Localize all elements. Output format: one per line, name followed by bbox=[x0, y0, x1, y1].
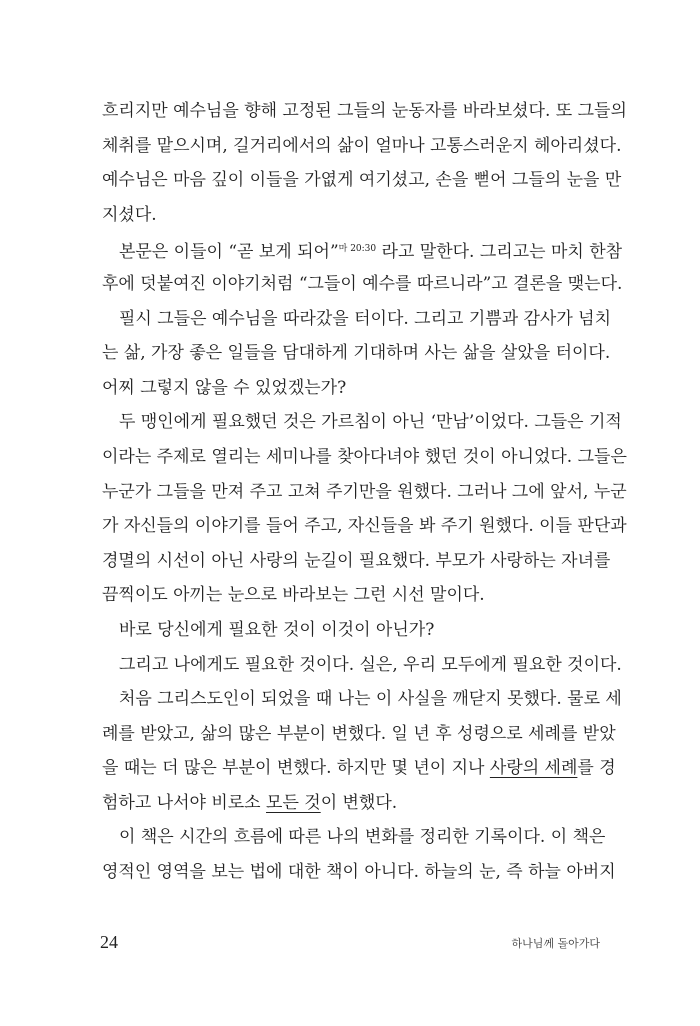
text-line: 경멸의 시선이 아닌 사랑의 눈길이 필요했다. 부모가 사랑하는 자녀를 bbox=[102, 550, 611, 571]
text-span: 을 때는 더 많은 부분이 변했다. 하지만 몇 년이 지나 bbox=[102, 758, 490, 779]
text-line: 어찌 그렇지 않을 수 있었겠는가? bbox=[102, 377, 347, 398]
text-line: 처음 그리스도인이 되었을 때 나는 이 사실을 깨닫지 못했다. 물로 세 bbox=[119, 689, 622, 710]
text-line: 후에 덧붙여진 이야기처럼 “그들이 예수를 따르니라”고 결론을 맺는다. bbox=[102, 273, 623, 294]
text-line: 례를 받았고, 삶의 많은 부분이 변했다. 일 년 후 성령으로 세례를 받았 bbox=[102, 723, 616, 744]
text-span: 이 변했다. bbox=[320, 792, 398, 813]
text-line bbox=[102, 232, 623, 267]
scripture-reference: 마 20:30 bbox=[338, 244, 377, 255]
text-line: 이라는 주제로 열리는 세미나를 찾아다녀야 했던 것이 아니었다. 그들은 bbox=[102, 446, 627, 467]
text-line: 체취를 맡으시며, 길거리에서의 삶이 얼마나 고통스러운지 헤아리셨다. bbox=[102, 135, 622, 156]
text-line: 두 맹인에게 필요했던 것은 가르침이 아닌 ‘만남’이었다. 그들은 기적 bbox=[119, 412, 622, 433]
text-line: 누군가 그들을 만져 주고 고쳐 주기만을 원했다. 그러나 그에 앞서, 누군 bbox=[102, 481, 627, 502]
body-text bbox=[102, 94, 627, 890]
text-line: 는 삶, 가장 좋은 일들을 담대하게 기대하며 사는 삶을 살았을 터이다. bbox=[102, 343, 611, 364]
underlined-phrase: 모든 것 bbox=[266, 792, 321, 813]
text-line: 이 책은 시간의 흐름에 따른 나의 변화를 정리한 기록이다. 이 책은 bbox=[119, 827, 606, 848]
text-span: 라고 말한다. 그리고는 마치 한참 bbox=[376, 242, 623, 263]
running-title: 하나님께 돌아가다 bbox=[511, 937, 600, 950]
underlined-phrase: 사랑의 세례 bbox=[489, 758, 578, 779]
text-line: 지셨다. bbox=[102, 204, 157, 225]
text-span: 본문은 이들이 “곧 보게 되어” bbox=[119, 242, 339, 263]
text-line: 영적인 영역을 보는 법에 대한 책이 아니다. 하늘의 눈, 즉 하늘 아버지 bbox=[102, 862, 616, 883]
text-line bbox=[102, 786, 586, 821]
text-line: 예수님은 마음 깊이 이들을 가엾게 여기셨고, 손을 뻗어 그들의 눈을 만 bbox=[102, 170, 622, 191]
page-number: 24 bbox=[100, 932, 118, 952]
text-line: 필시 그들은 예수님을 따라갔을 터이다. 그리고 기쁨과 감사가 넘치 bbox=[119, 308, 612, 329]
text-line bbox=[102, 751, 616, 786]
text-line: 끔찍이도 아끼는 눈으로 바라보는 그런 시선 말이다. bbox=[102, 585, 485, 606]
text-line: 흐리지만 예수님을 향해 고정된 그들의 눈동자를 바라보셨다. 또 그들의 bbox=[102, 101, 627, 121]
text-line: 가 자신들의 이야기를 들어 주고, 자신들을 봐 주기 원했다. 이들 판단과 bbox=[102, 516, 627, 537]
text-line: 바로 당신에게 필요한 것이 이것이 아닌가? bbox=[119, 619, 435, 640]
text-span: 험하고 나서야 비로소 bbox=[102, 792, 267, 813]
text-line: 그리고 나에게도 필요한 것이다. 실은, 우리 모두에게 필요한 것이다. bbox=[119, 654, 622, 675]
text-span: 를 경 bbox=[577, 758, 616, 779]
